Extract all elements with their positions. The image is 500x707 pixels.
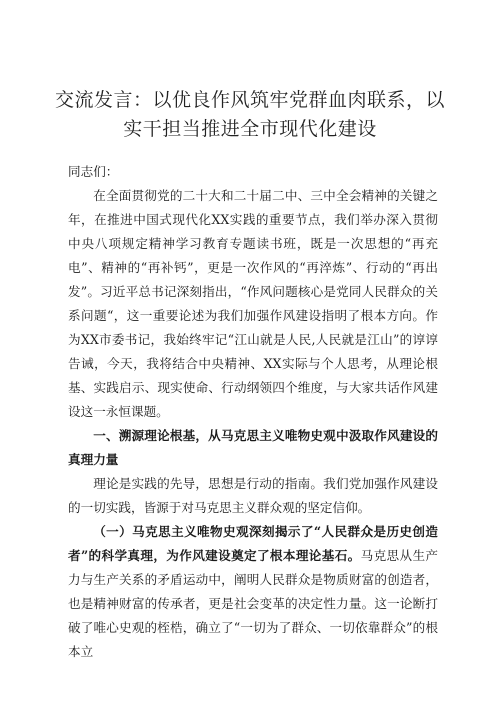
salutation: 同志们： [68,164,119,179]
title-line-1: 交流发言：以优良作风筑牢党群血肉联系，以 [54,89,445,111]
intro-paragraph: 在全面贯彻党的二十大和二十届二中、三中全会精神的关键之年，在推进中国式现代化XX实践的重要节点，我们举办深入贯彻中央八项规定精神学习教育专题读书班，既是一次思想的“再充电”、精神的“再补钙”，更是一次作风的“再淬炼”、行动的“再出发”。习近平总书记深刻指出，“作风问题核心是党同人民群众的关系问题“，这一重要论述为我们加强作风建设指明了根本方向。作为XX市委书记，我始终牢记“江山就是人民,人民就是江山”的谆谆告诫，今天，我将结合中央精神、XX实际与个人思考，从理论根基、实践启示、现实使命、行动纲领四个维度，与大家共话作风建设这一永恒课题。 [68,188,438,419]
section-heading-1: 一、溯源理论根基，从马克思主义唯物史观中汲取作风建设的真理力量 [68,428,438,467]
document-title [40,86,460,144]
subsection-1-heading: （一）马克思主义唯物史观深刻揭示了“人民群众是历史创造者”的科学真理，为作风建设奠定了根本理论基石。 [68,524,438,563]
subsection-1-text: 马克思从生产力与生产关系的矛盾运动中，阐明人民群众是物质财富的创造者，也是精神财富的传承者，更是社会变革的决定性力量。这一论断打破了唯心史观的桎梏，确立了“一切为了群众、一切依靠群众”的根本立 [68,548,438,659]
section-1-paragraph: 理论是实践的先导，思想是行动的指南。我们党加强作风建设的一切实践，皆源于对马克思主义群众观的坚定信仰。 [68,476,438,515]
title-line-2: 实干担当推进全市现代化建设 [123,118,377,140]
document-body [68,160,438,664]
subsection-1-paragraph [68,520,438,664]
